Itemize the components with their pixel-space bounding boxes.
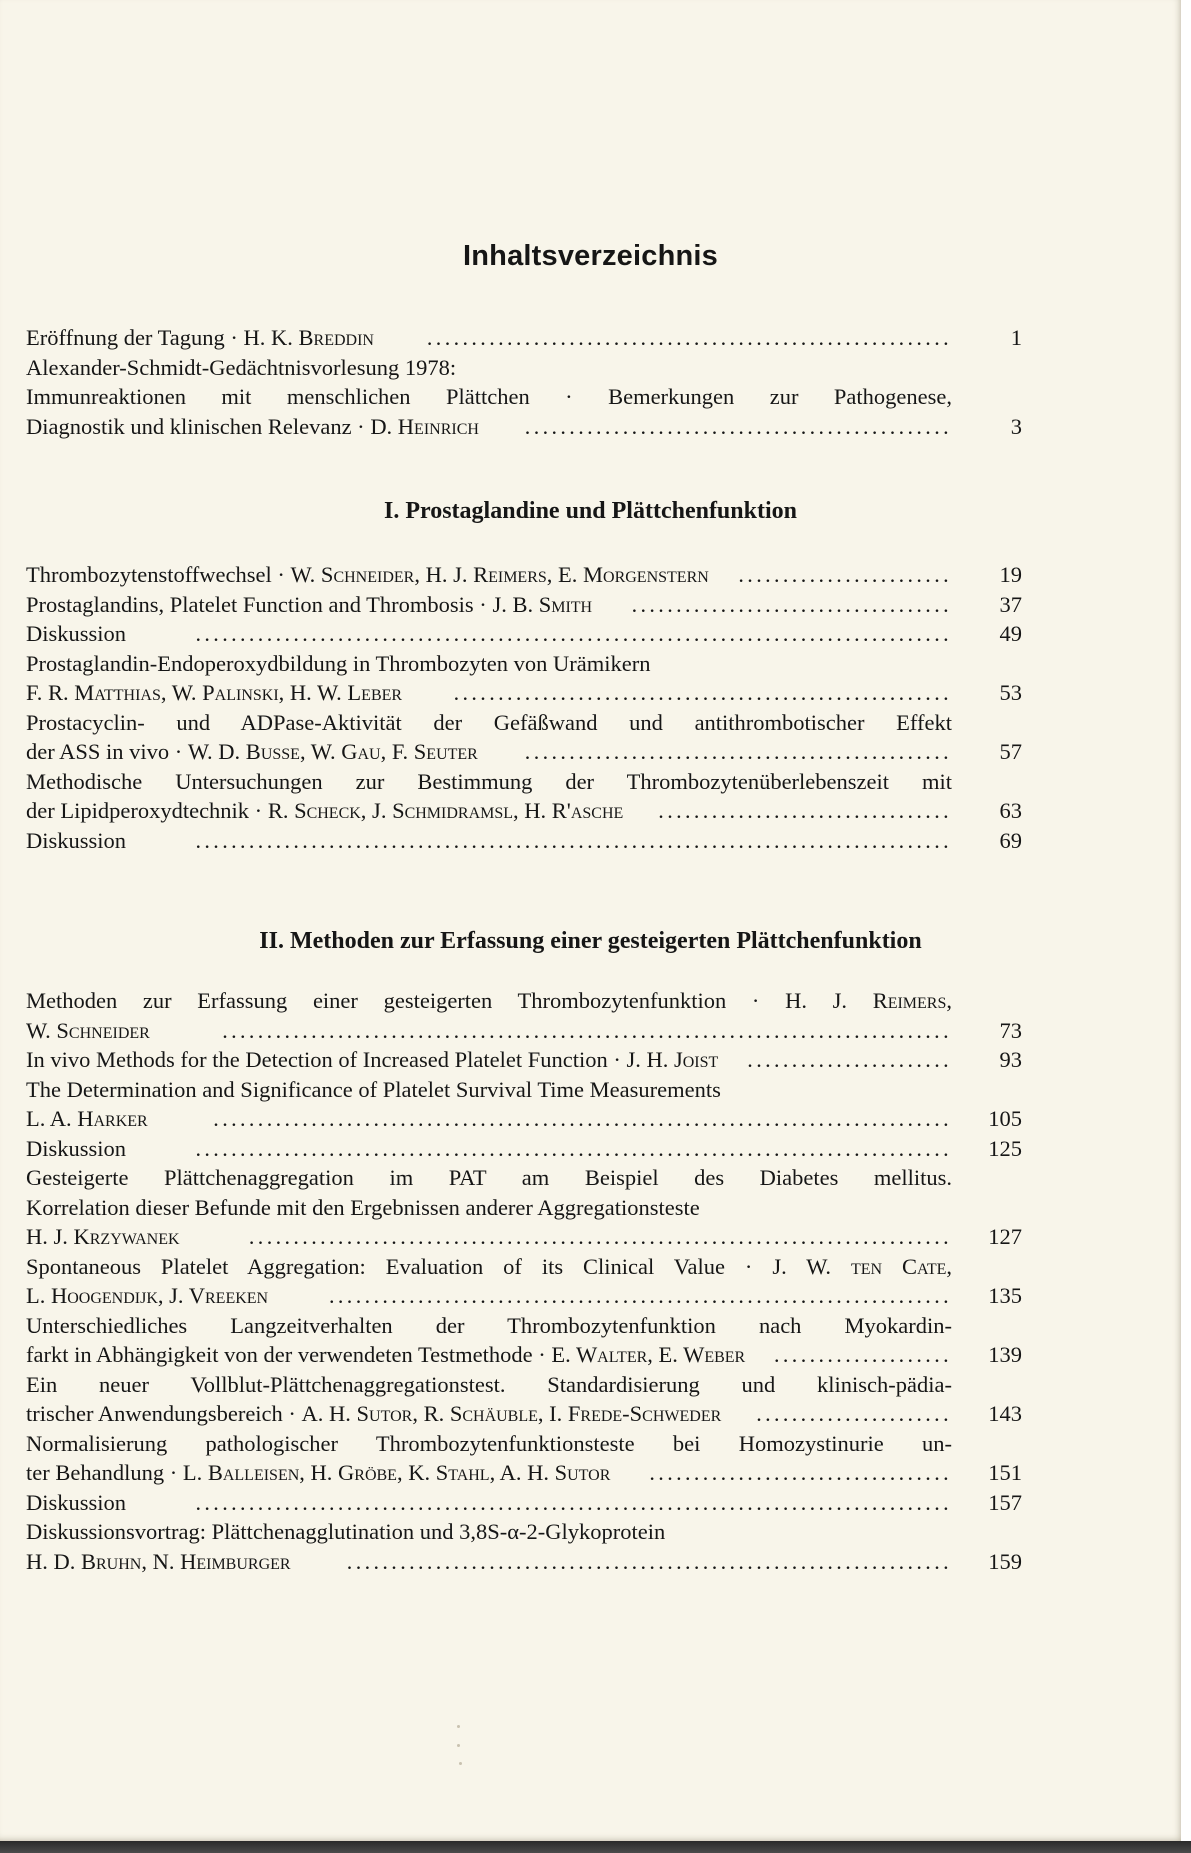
toc-entry-line: [26, 1193, 1022, 1223]
entry-authors: R. Scheck, J. Schmidramsl, H. R'asche: [267, 798, 624, 823]
entry-title: Korrelation dieser Befunde mit den Ergebnissen anderer Aggregationsteste: [26, 1194, 700, 1220]
entry-authors: F. R. Matthias, W. Palinski, H. W. Leber: [26, 680, 403, 705]
entry-authors: H. D. Bruhn, N. Heimburger: [26, 1548, 291, 1574]
section-1-entries: [26, 560, 1022, 855]
toc-entry-line: [26, 560, 1022, 590]
entry-text: [26, 353, 456, 383]
entry-authors: L. A. Harker: [26, 1106, 148, 1131]
page-number: 53: [999, 680, 1022, 705]
entry-authors: L. Hoogendijk, J. Vreeken: [26, 1283, 269, 1308]
dot-leader: .................................: [658, 798, 952, 823]
toc-entry-line: [26, 986, 1022, 1016]
toc-entry-line: [26, 323, 1022, 353]
entry-text: [26, 986, 952, 1016]
entry-text: [26, 412, 479, 442]
dot-leader: ......................: [756, 1401, 952, 1426]
entry-text: [26, 678, 402, 708]
entry-text: [26, 1399, 721, 1429]
entry-text: [26, 1458, 610, 1488]
entry-title: der Lipidperoxydtechnik ·: [26, 798, 268, 823]
entry-text: [26, 1370, 952, 1400]
page-number: 125: [988, 1135, 1022, 1161]
dot-leader: .....................................................................................: [195, 621, 952, 646]
toc-entry-line: [26, 1399, 1022, 1429]
dot-leader: ....................: [774, 1342, 952, 1367]
dot-leader: ........................: [738, 562, 952, 587]
toc-entry-line: [26, 1075, 1022, 1105]
entry-text: [26, 708, 952, 738]
entry-title: trischer Anwendungsbereich ·: [26, 1401, 302, 1426]
toc-entry-line: [26, 1488, 1022, 1518]
toc-entry-line: [26, 1281, 1022, 1311]
toc-entry-line: [26, 1370, 1022, 1400]
entry-title: ter Behandlung ·: [26, 1460, 183, 1485]
entry-authors: L. Balleisen, H. Gröbe, K. Stahl, A. H. Sutor: [182, 1460, 611, 1485]
entry-text: [26, 1075, 721, 1105]
toc-entry: [26, 649, 1022, 708]
dot-leader: .....................................................................................: [195, 1135, 952, 1161]
page-number: 143: [988, 1401, 1022, 1426]
page-edge-bottom: [0, 1841, 1191, 1853]
entry-title: Diskussionsvortrag: Plättchenagglutination und 3,8S-α-2-Glykoprotein: [26, 1519, 666, 1544]
toc-entry-line: [26, 796, 1022, 826]
toc-entry: [26, 1075, 1022, 1134]
entry-text: [26, 737, 478, 767]
page-number: 157: [988, 1489, 1022, 1515]
toc-entry: [26, 986, 1022, 1045]
toc-entry: [26, 1163, 1022, 1252]
page-number: 63: [999, 798, 1022, 823]
page-number: 127: [988, 1224, 1022, 1249]
toc-entry: [26, 1488, 1022, 1518]
toc-entry-line: [26, 1517, 1022, 1547]
toc-entry-line: [26, 1429, 1022, 1459]
entry-text: [26, 1193, 700, 1223]
entry-authors: A. H. Sutor, R. Schäuble, I. Frede-Schweder: [301, 1401, 722, 1426]
entry-text: [26, 1488, 126, 1518]
entry-authors: J. W. ten Cate,: [772, 1253, 952, 1279]
toc-entry-line: [26, 412, 1022, 442]
dot-leader: ........................................................: [453, 680, 952, 705]
section-heading-2: II. Methoden zur Erfassung einer gesteigerten Plättchenfunktion: [259, 928, 922, 954]
page-number: 3: [1010, 413, 1022, 439]
entry-text: [26, 1429, 952, 1459]
page-number: 151: [988, 1460, 1022, 1485]
entry-title: Methoden zur Erfassung einer gesteigerten Thrombozytenfunktion ·: [26, 988, 786, 1013]
toc-entry: [26, 353, 1022, 442]
toc-entry: [26, 1370, 1022, 1429]
toc-entry-line: [26, 1163, 1022, 1193]
entry-title: Normalisierung pathologischer Thrombozytenfunktionsteste bei Homozystinurie un-: [26, 1430, 952, 1456]
entry-authors: W. Schneider: [26, 1017, 150, 1043]
entry-title: Diskussion: [26, 827, 127, 853]
entry-text: [26, 619, 126, 649]
entry-text: [26, 1222, 180, 1252]
toc-entry: [26, 1134, 1022, 1164]
entry-authors: W. D. Busse, W. Gau, F. Seuter: [187, 739, 478, 764]
entry-title: The Determination and Significance of Platelet Survival Time Measurements: [26, 1076, 721, 1102]
entry-text: [26, 1311, 952, 1341]
page-number: 105: [988, 1106, 1022, 1131]
toc-entry-line: [26, 708, 1022, 738]
page-number: 37: [999, 591, 1022, 617]
entry-text: [26, 1252, 952, 1282]
toc-entry-line: [26, 1104, 1022, 1134]
dot-leader: ................................................: [524, 739, 952, 764]
entry-text: [26, 767, 952, 797]
dot-leader: .....................................................................................: [195, 1489, 952, 1515]
entry-title: Diagnostik und klinischen Relevanz ·: [26, 413, 371, 439]
entry-title: Diskussion: [26, 1489, 127, 1515]
entry-text: [26, 1104, 148, 1134]
toc-entry: [26, 560, 1022, 590]
toc-entry: [26, 323, 1022, 353]
toc-entry-line: [26, 590, 1022, 620]
section-heading-1: I. Prostaglandine und Plättchenfunktion: [384, 498, 797, 524]
dot-leader: ...............................................................................: [248, 1224, 952, 1249]
entry-text: [26, 1134, 126, 1164]
dot-leader: .....................................................................................: [195, 827, 952, 853]
entry-authors: W. Schneider, H. J. Reimers, E. Morgenstern: [290, 562, 709, 587]
page-number: 73: [999, 1017, 1022, 1043]
toc-entry-line: [26, 767, 1022, 797]
page-number: 135: [988, 1283, 1022, 1308]
entry-title: Unterschiedliches Langzeitverhalten der Thrombozytenfunktion nach Myokardin-: [26, 1312, 952, 1338]
entry-title: Thrombozytenstoffwechsel ·: [26, 562, 291, 587]
toc-entry: [26, 767, 1022, 826]
entry-authors: D. Heinrich: [370, 413, 479, 439]
entry-title: Ein neuer Vollblut-Plättchenaggregationstest. Standardisierung und klinisch-pädia-: [26, 1371, 952, 1397]
entry-text: [26, 590, 592, 620]
page-number: 93: [999, 1047, 1022, 1072]
toc-entry-line: [26, 1547, 1022, 1577]
dot-leader: ......................................................................: [329, 1283, 952, 1308]
toc-entry-line: [26, 1045, 1022, 1075]
entry-text: [26, 1045, 718, 1075]
front-matter-entries: [26, 323, 1022, 441]
dot-leader: ................................................: [524, 413, 952, 439]
entry-title: Immunreaktionen mit menschlichen Plättchen · Bemerkungen zur Pathogenese,: [26, 384, 952, 409]
toc-entry-line: [26, 649, 1022, 679]
entry-text: [26, 796, 623, 826]
page-number: 57: [999, 739, 1022, 764]
entry-text: [26, 560, 709, 590]
entry-authors: H. J. Reimers,: [785, 988, 952, 1013]
entry-title: der ASS in vivo ·: [26, 739, 188, 764]
toc-entry-line: [26, 619, 1022, 649]
toc-entry: [26, 708, 1022, 767]
toc-entry-line: [26, 1134, 1022, 1164]
toc-entry: [26, 619, 1022, 649]
dot-leader: ..................................: [649, 1460, 952, 1485]
entry-title: Diskussion: [26, 621, 127, 646]
toc-entry-line: [26, 1016, 1022, 1046]
toc-entry: [26, 1252, 1022, 1311]
dot-leader: .......................: [747, 1047, 952, 1072]
toc-entry-line: [26, 1222, 1022, 1252]
toc-entry-line: [26, 737, 1022, 767]
entry-title: Gesteigerte Plättchenaggregation im PAT am Beispiel des Diabetes mellitus.: [26, 1165, 952, 1190]
page-number: 49: [999, 621, 1022, 646]
dot-leader: ...................................................................................: [213, 1106, 952, 1131]
entry-title: Diskussion: [26, 1135, 127, 1161]
entry-text: [26, 1281, 268, 1311]
dot-leader: ..................................................................................: [222, 1017, 952, 1043]
entry-text: [26, 649, 650, 679]
toc-entry-line: [26, 382, 1022, 412]
entry-authors: H. J. Krzywanek: [26, 1224, 180, 1249]
entry-title: In vivo Methods for the Detection of Increased Platelet Function ·: [26, 1047, 627, 1072]
entry-title: Methodische Untersuchungen zur Bestimmung der Thrombozytenüberlebenszeit mit: [26, 768, 952, 794]
entry-text: [26, 382, 952, 412]
toc-entry-line: [26, 678, 1022, 708]
entry-text: [26, 1547, 291, 1577]
entry-title: Eröffnung der Tagung ·: [26, 325, 244, 350]
entry-title: Spontaneous Platelet Aggregation: Evaluation of its Clinical Value ·: [26, 1253, 773, 1279]
page-number: 69: [999, 827, 1022, 853]
toc-entry: [26, 826, 1022, 856]
entry-authors: J. B. Smith: [492, 591, 593, 617]
page-title: Inhaltsverzeichnis: [462, 240, 719, 272]
toc-entry: [26, 1045, 1022, 1075]
entry-text: [26, 1163, 952, 1193]
entry-title: farkt in Abhängigkeit von der verwendeten Testmethode ·: [26, 1342, 552, 1367]
entry-text: [26, 826, 126, 856]
entry-authors: J. H. Joist: [626, 1047, 719, 1072]
toc-entry: [26, 1517, 1022, 1576]
entry-authors: E. Walter, E. Weber: [551, 1342, 746, 1367]
page-edge-right: [1181, 0, 1191, 1853]
page-number: 1: [1010, 325, 1022, 350]
entry-text: [26, 1517, 665, 1547]
dot-leader: ...........................................................: [426, 325, 952, 350]
entry-title: Prostacyclin- und ADPase-Aktivität der Gefäßwand und antithrombotischer Effekt: [26, 709, 952, 735]
toc-entry-line: [26, 1340, 1022, 1370]
entry-title: Prostaglandins, Platelet Function and Thrombosis ·: [26, 591, 493, 617]
page-number: 19: [999, 562, 1022, 587]
toc-entry-line: [26, 1252, 1022, 1282]
section-2-entries: [26, 986, 1022, 1576]
toc-entry: [26, 1311, 1022, 1370]
entry-text: [26, 323, 374, 353]
page-number: 139: [988, 1342, 1022, 1367]
page-number: 159: [988, 1548, 1022, 1574]
toc-entry: [26, 1429, 1022, 1488]
entry-authors: H. K. Breddin: [243, 325, 374, 350]
toc-entry-line: [26, 1311, 1022, 1341]
entry-text: [26, 1340, 745, 1370]
dot-leader: ....................................................................: [346, 1548, 952, 1574]
toc-entry-line: [26, 826, 1022, 856]
entry-title: Prostaglandin-Endoperoxydbildung in Thrombozyten von Urämikern: [26, 650, 651, 676]
toc-entry-line: [26, 1458, 1022, 1488]
dot-leader: ....................................: [631, 591, 952, 617]
entry-title: Alexander-Schmidt-Gedächtnisvorlesung 1978:: [26, 354, 457, 380]
toc-entry: [26, 590, 1022, 620]
entry-text: [26, 1016, 150, 1046]
toc-entry-line: [26, 353, 1022, 383]
